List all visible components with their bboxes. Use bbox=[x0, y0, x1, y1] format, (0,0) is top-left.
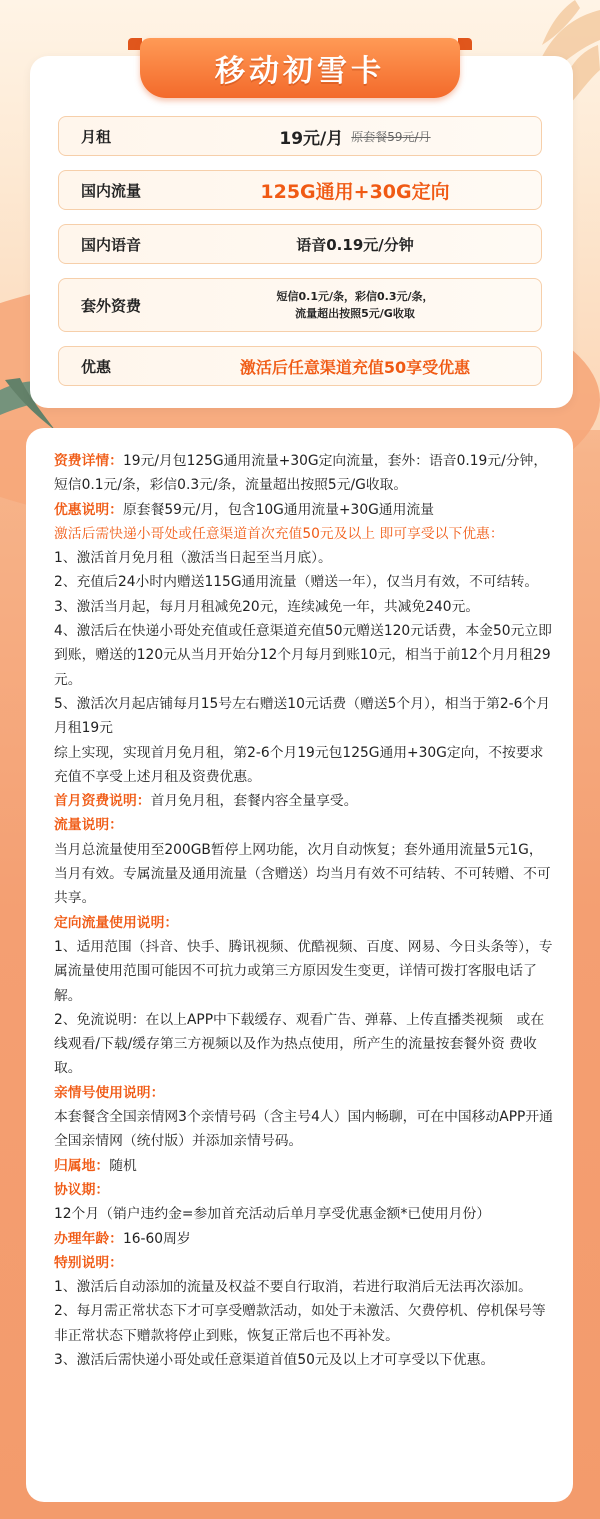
promotion-text: 激活后任意渠道充值50享受优惠 bbox=[239, 357, 471, 377]
row-overage-fees bbox=[58, 278, 542, 332]
directed-flow-item-2: 2、免流说明：在以上APP中下载缓存、观看广告、弹幕、上传直播类视频 或在线观看/下载/缓存第三方视频以及作为热点使用，所产生的流量按套餐外资 费收取。 bbox=[54, 1011, 545, 1077]
contract-text: 12个月（销户违约金=参加首充活动后单月享受优惠金额*已使用月份） bbox=[54, 1206, 491, 1223]
original-price: 原套餐59元/月 bbox=[351, 129, 431, 144]
promo-summary: 综上实现，实现首月免月租，第2-6个月19元包125G通用+30G定向，不按要求充值不享受上述月租及资费优惠。 bbox=[54, 744, 544, 785]
promo-item-4: 4、激活后在快递小哥处充值或任意渠道充值50元赠送120元话费，本金50元立即到账，赠送的120元从当月开始分12个月每月到账10元，相当于前12个月月租29元。 bbox=[54, 623, 552, 688]
row-label: 国内流量 bbox=[81, 181, 142, 200]
flow-text: 当月总流量使用至200GB暂停上网功能，次月自动恢复；套外通用流量5元1G，当月有效。专属流量及通用流量（含赠送）均当月有效不可结转、不可转赠、不可共享。 bbox=[54, 841, 551, 907]
family-heading: 亲情号使用说明： bbox=[54, 1084, 165, 1101]
data-allowance: 125G通用+30G定向 bbox=[260, 180, 450, 203]
row-label: 套外资费 bbox=[81, 296, 142, 315]
row-monthly-fee bbox=[58, 116, 542, 156]
plan-title: 移动初雪卡 bbox=[215, 54, 385, 89]
promo-item-3: 3、激活当月起，每月月租减免20元，连续减免一年，共减免240元。 bbox=[54, 598, 480, 615]
row-domestic-data bbox=[58, 170, 542, 210]
promo-item-2: 2、充值后24小时内赠送115G通用流量（赠送一年），仅当月有效，不可结转。 bbox=[54, 574, 539, 591]
first-month-details: 首月资费说明：首月免月租，套餐内容全量享受。 bbox=[54, 793, 358, 810]
overage-line-2: 流量超出按照5元/G收取 bbox=[295, 307, 415, 320]
promo-item-5: 5、激活次月起店铺每月15号左右赠送10元话费（赠送5个月），相当于第2-6个月月租19元 bbox=[54, 695, 551, 737]
promo-details: 优惠说明：原套餐59元/月，包含10G通用流量+30G通用流量 bbox=[54, 501, 434, 518]
plan-title-banner bbox=[140, 38, 460, 98]
special-heading: 特别说明： bbox=[54, 1254, 123, 1271]
row-label: 月租 bbox=[81, 127, 112, 146]
directed-flow-item-1: 1、适用范围（抖音、快手、腾讯视频、优酷视频、百度、网易、今日头条等），专属流量使用范围可能因不可抗力或第三方原因发生变更，详情可拨打客服电话了解。 bbox=[54, 938, 553, 1004]
voice-rate: 语音0.19元/分钟 bbox=[296, 235, 414, 254]
promo-item-1: 1、激活首月免月租（激活当日起至当月底）。 bbox=[54, 550, 332, 567]
plan-details-content bbox=[54, 449, 554, 1372]
row-domestic-voice bbox=[58, 224, 542, 264]
row-promotion bbox=[58, 346, 542, 386]
special-item-1: 1、激活后自动添加的流量及权益不要自行取消，若进行取消后无法再次添加。 bbox=[54, 1279, 532, 1296]
home-location: 归属地：随机 bbox=[54, 1157, 137, 1174]
title-ribbon-right bbox=[458, 38, 472, 50]
promo-condition: 激活后需快递小哥处或任意渠道首次充值50元及以上 即可享受以下优惠： bbox=[54, 525, 504, 542]
fee-details: 资费详情：19元/月包125G通用流量+30G定向流量，套外：语音0.19元/分钟，短信0.1元/条，彩信0.3元/条，流量超出按照5元/G收取。 bbox=[54, 453, 548, 494]
row-label: 国内语音 bbox=[81, 235, 142, 254]
special-item-2: 2、每月需正常状态下才可享受赠款活动，如处于未激活、欠费停机、停机保号等非正常状态下赠款将停止到账，恢复正常后也不再补发。 bbox=[54, 1303, 546, 1344]
contract-heading: 协议期： bbox=[54, 1181, 110, 1198]
directed-flow-heading: 定向流量使用说明： bbox=[54, 914, 179, 931]
monthly-price: 19元/月 bbox=[279, 128, 344, 149]
overage-line-1: 短信0.1元/条，彩信0.3元/条， bbox=[276, 290, 434, 303]
row-label: 优惠 bbox=[81, 357, 112, 376]
special-item-3: 3、激活后需快递小哥处或任意渠道首值50元及以上才可享受以下优惠。 bbox=[54, 1351, 495, 1368]
age-requirement: 办理年龄：16-60周岁 bbox=[54, 1230, 191, 1247]
family-text: 本套餐含全国亲情网3个亲情号码（含主号4人）国内畅聊，可在中国移动APP开通全国亲情网（统付版）并添加亲情号码。 bbox=[54, 1109, 553, 1150]
flow-heading: 流量说明： bbox=[54, 817, 123, 834]
